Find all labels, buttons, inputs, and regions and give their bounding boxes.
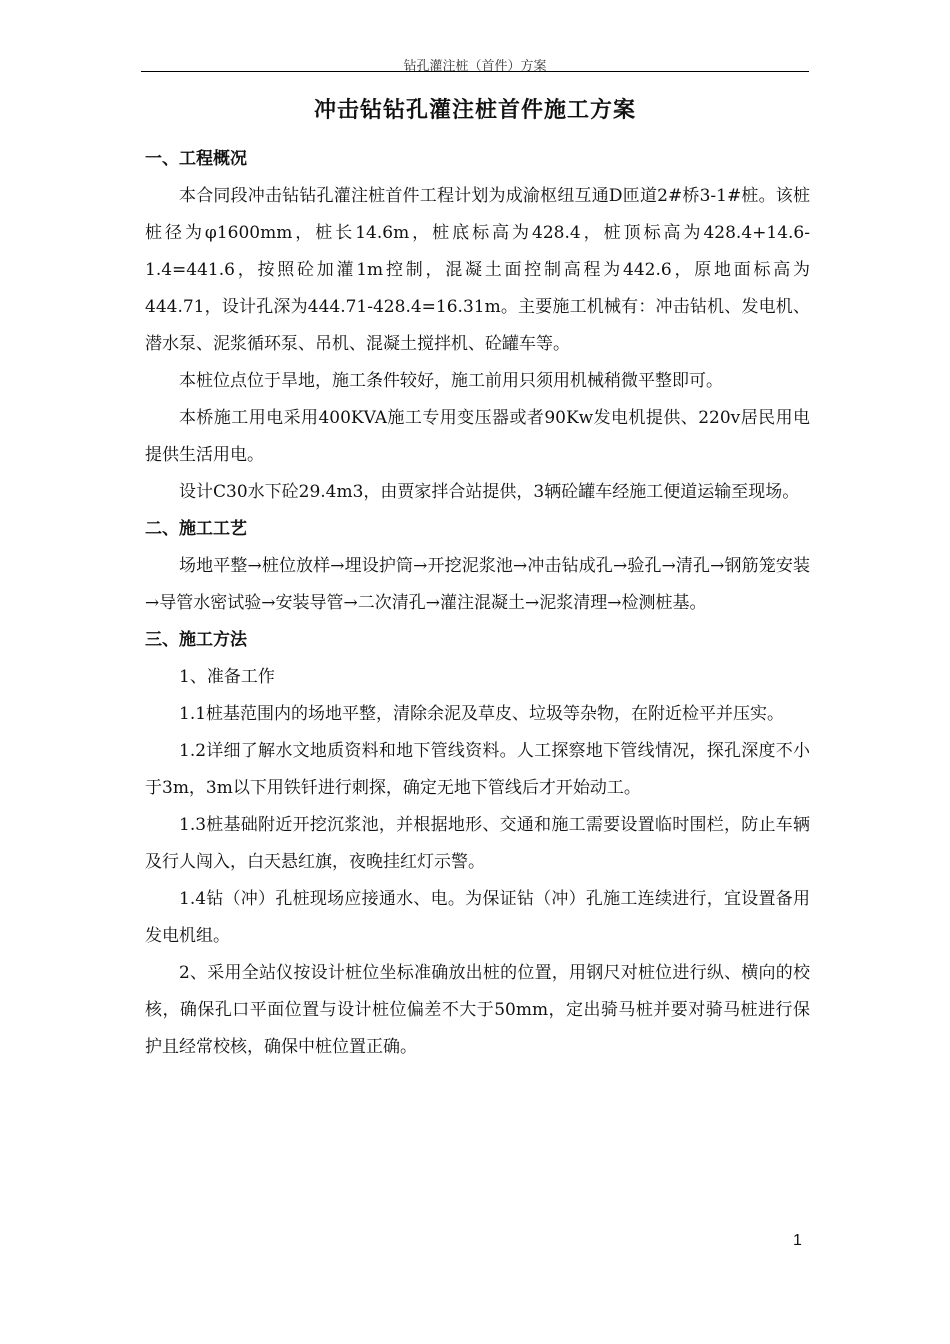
section-heading-process: 二、施工工艺: [145, 519, 247, 539]
document-title: 冲击钻钻孔灌注桩首件施工方案: [313, 97, 636, 123]
paragraph: 1、准备工作: [179, 667, 275, 687]
paragraph: 场地平整→桩位放样→埋设护筒→开挖泥浆池→冲击钻成孔→验孔→清孔→钢筋笼安装→导管水密试验→安装导管→二次清孔→灌注混凝土→泥浆清理→检测桩基。: [145, 556, 810, 613]
section-heading-method: 三、施工方法: [145, 630, 247, 650]
page-number: 1: [793, 1232, 802, 1249]
paragraph: 本桥施工用电采用400KVA施工专用变压器或者90Kw发电机提供、220v居民用电提供生活用电。: [145, 408, 810, 465]
paragraph: 1.3桩基础附近开挖沉浆池，并根据地形、交通和施工需要设置临时围栏，防止车辆及行人闯入，白天悬红旗，夜晚挂红灯示警。: [145, 815, 810, 872]
paragraph: 1.2详细了解水文地质资料和地下管线资料。人工探察地下管线情况，探孔深度不小于3m，3m以下用铁钎进行刺探，确定无地下管线后才开始动工。: [145, 741, 810, 798]
paragraph: 设计C30水下砼29.4m3，由贾家拌合站提供，3辆砼罐车经施工便道运输至现场。: [179, 482, 800, 502]
paragraph: 1.1桩基范围内的场地平整，清除余泥及草皮、垃圾等杂物，在附近检平并压实。: [179, 704, 785, 724]
running-header: 钻孔灌注桩（首件）方案: [403, 59, 547, 74]
paragraph: 2、采用全站仪按设计桩位坐标准确放出桩的位置，用钢尺对桩位进行纵、横向的校核，确保孔口平面位置与设计桩位偏差不大于50mm，定出骑马桩并要对骑马桩进行保护且经常校核，确保中桩位置正确。: [145, 963, 810, 1057]
document-body: [145, 141, 810, 1066]
header-divider: [141, 71, 809, 72]
section-heading-overview: 一、工程概况: [145, 149, 247, 169]
paragraph: 1.4钻（冲）孔桩现场应接通水、电。为保证钻（冲）孔施工连续进行，宜设置备用发电机组。: [145, 889, 810, 946]
paragraph: 本桩位点位于旱地，施工条件较好，施工前用只须用机械稍微平整即可。: [179, 371, 723, 391]
paragraph: 本合同段冲击钻钻孔灌注桩首件工程计划为成渝枢纽互通D匝道2#桥3-1#桩。该桩桩径为φ1600mm，桩长14.6m，桩底标高为428.4，桩顶标高为428.4+14.6-1.4=441.6，按照砼加灌1m控制，混凝土面控制高程为442.6，原地面标高为444.71，设计孔深为444.71-428.4=16.31m。主要施工机械有：冲击钻机、发电机、潜水泵、泥浆循环泵、吊机、混凝土搅拌机、砼罐车等。: [145, 186, 810, 354]
